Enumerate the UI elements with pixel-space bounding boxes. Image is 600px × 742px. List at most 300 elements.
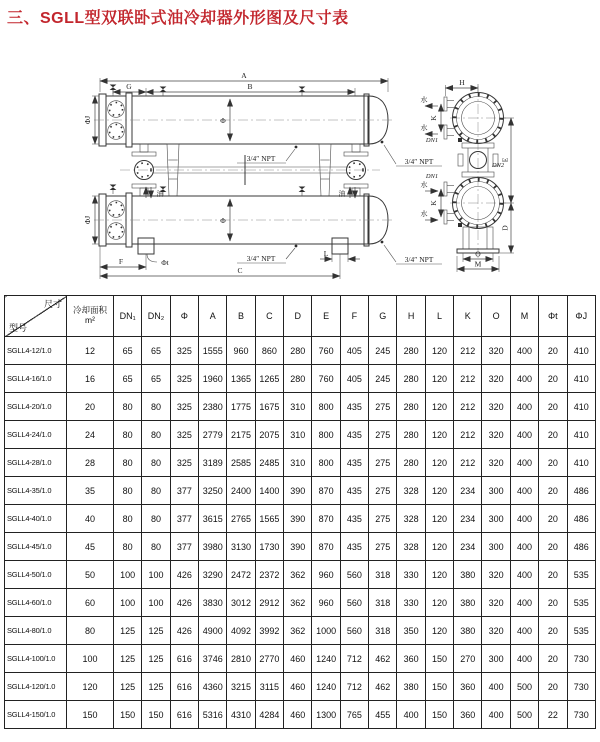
- value-cell: 150: [425, 673, 453, 701]
- value-cell: 100: [114, 561, 142, 589]
- dim-k-label: K: [429, 200, 438, 206]
- value-cell: 486: [567, 505, 596, 533]
- value-cell: 300: [482, 533, 510, 561]
- area-header-line1: 冷却面积: [72, 305, 107, 316]
- value-cell: 2485: [255, 449, 283, 477]
- value-cell: 125: [142, 617, 170, 645]
- value-cell: 486: [567, 477, 596, 505]
- value-cell: 65: [142, 365, 170, 393]
- value-cell: 320: [482, 449, 510, 477]
- value-cell: 462: [369, 645, 397, 673]
- value-cell: 310: [284, 393, 312, 421]
- value-cell: 730: [567, 673, 596, 701]
- value-cell: 360: [454, 701, 482, 729]
- value-cell: 300: [482, 645, 510, 673]
- value-cell: 5316: [199, 701, 227, 729]
- model-cell: SGLL4-40/1.0: [5, 505, 67, 533]
- outline-drawing: [0, 40, 600, 295]
- model-cell: SGLL4-60/1.0: [5, 589, 67, 617]
- value-cell: 400: [510, 449, 538, 477]
- value-cell: 435: [340, 421, 368, 449]
- column-header: ΦJ: [567, 296, 596, 337]
- value-cell: 275: [369, 533, 397, 561]
- value-cell: 1775: [227, 393, 255, 421]
- value-cell: 712: [340, 645, 368, 673]
- dim-phi-label: Φ: [220, 216, 226, 225]
- water-label: 水: [420, 124, 428, 132]
- value-cell: 1300: [312, 701, 340, 729]
- value-cell: 405: [340, 365, 368, 393]
- column-header: Φ: [170, 296, 198, 337]
- dim-phi-label: Φ: [220, 116, 226, 125]
- value-cell: 960: [312, 561, 340, 589]
- value-cell: 1960: [199, 365, 227, 393]
- npt-label: 3/4″ NPT: [404, 255, 434, 264]
- value-cell: 120: [425, 337, 453, 365]
- table-row: [5, 673, 596, 701]
- table-row: [5, 393, 596, 421]
- value-cell: 12: [67, 337, 114, 365]
- value-cell: 234: [454, 505, 482, 533]
- value-cell: 400: [510, 393, 538, 421]
- model-cell: SGLL4-20/1.0: [5, 393, 67, 421]
- value-cell: 275: [369, 393, 397, 421]
- value-cell: 2372: [255, 561, 283, 589]
- value-cell: 460: [284, 645, 312, 673]
- value-cell: 616: [170, 673, 198, 701]
- value-cell: 120: [425, 365, 453, 393]
- value-cell: 35: [67, 477, 114, 505]
- header-row: [5, 296, 596, 337]
- table-row: [5, 533, 596, 561]
- value-cell: 20: [539, 365, 567, 393]
- npt-label: 3/4″ NPT: [246, 254, 276, 263]
- value-cell: 212: [454, 337, 482, 365]
- corner-header: [5, 296, 67, 337]
- value-cell: 4360: [199, 673, 227, 701]
- column-header: Φt: [539, 296, 567, 337]
- value-cell: 1265: [255, 365, 283, 393]
- model-cell: SGLL4-120/1.0: [5, 673, 67, 701]
- value-cell: 3012: [227, 589, 255, 617]
- value-cell: 150: [67, 701, 114, 729]
- value-cell: 616: [170, 701, 198, 729]
- value-cell: 330: [397, 561, 425, 589]
- value-cell: 280: [397, 449, 425, 477]
- value-cell: 120: [425, 561, 453, 589]
- dim-f-label: F: [118, 257, 124, 266]
- value-cell: 100: [142, 561, 170, 589]
- column-header: A: [199, 296, 227, 337]
- value-cell: 455: [369, 701, 397, 729]
- model-cell: SGLL4-100/1.0: [5, 645, 67, 673]
- value-cell: 400: [482, 673, 510, 701]
- value-cell: 22: [539, 701, 567, 729]
- value-cell: 435: [340, 449, 368, 477]
- page-title: 三、SGLL型双联卧式油冷却器外形图及尺寸表: [7, 10, 349, 27]
- value-cell: 245: [369, 365, 397, 393]
- value-cell: 300: [482, 505, 510, 533]
- dim-h-label: H: [459, 78, 465, 87]
- value-cell: 410: [567, 337, 596, 365]
- value-cell: 120: [425, 533, 453, 561]
- npt-label: 3/4″ NPT: [246, 154, 276, 163]
- value-cell: 2912: [255, 589, 283, 617]
- value-cell: 80: [114, 393, 142, 421]
- value-cell: 1240: [312, 673, 340, 701]
- column-header: DN₂: [142, 296, 170, 337]
- value-cell: 320: [482, 561, 510, 589]
- dimension-table-wrap: [4, 295, 596, 729]
- value-cell: 360: [454, 673, 482, 701]
- value-cell: 325: [170, 337, 198, 365]
- value-cell: 150: [114, 701, 142, 729]
- value-cell: 20: [539, 421, 567, 449]
- table-row: [5, 477, 596, 505]
- value-cell: 460: [284, 673, 312, 701]
- dim-e-label: E: [500, 157, 510, 163]
- value-cell: 80: [114, 421, 142, 449]
- value-cell: 3115: [255, 673, 283, 701]
- value-cell: 400: [510, 589, 538, 617]
- column-header: L: [425, 296, 453, 337]
- value-cell: 275: [369, 449, 397, 477]
- value-cell: 435: [340, 505, 368, 533]
- value-cell: 2075: [255, 421, 283, 449]
- value-cell: 125: [114, 645, 142, 673]
- value-cell: 325: [170, 421, 198, 449]
- end-view: [421, 78, 515, 272]
- value-cell: 560: [340, 561, 368, 589]
- value-cell: 65: [114, 365, 142, 393]
- column-header: DN₁: [114, 296, 142, 337]
- value-cell: 320: [482, 589, 510, 617]
- value-cell: 435: [340, 533, 368, 561]
- value-cell: 100: [142, 589, 170, 617]
- value-cell: 280: [284, 365, 312, 393]
- value-cell: 3189: [199, 449, 227, 477]
- value-cell: 280: [397, 393, 425, 421]
- value-cell: 405: [340, 337, 368, 365]
- value-cell: 150: [425, 701, 453, 729]
- value-cell: 80: [142, 477, 170, 505]
- value-cell: 3250: [199, 477, 227, 505]
- value-cell: 460: [284, 701, 312, 729]
- table-row: [5, 365, 596, 393]
- value-cell: 760: [312, 337, 340, 365]
- value-cell: 760: [312, 365, 340, 393]
- value-cell: 1555: [199, 337, 227, 365]
- dim-phi-t-label: Φt: [161, 258, 169, 267]
- value-cell: 400: [510, 337, 538, 365]
- value-cell: 150: [142, 701, 170, 729]
- value-cell: 16: [67, 365, 114, 393]
- value-cell: 960: [312, 589, 340, 617]
- value-cell: 310: [284, 421, 312, 449]
- column-header: E: [312, 296, 340, 337]
- table-row: [5, 337, 596, 365]
- value-cell: 426: [170, 617, 198, 645]
- value-cell: 435: [340, 393, 368, 421]
- model-cell: SGLL4-16/1.0: [5, 365, 67, 393]
- value-cell: 234: [454, 477, 482, 505]
- value-cell: 212: [454, 365, 482, 393]
- corner-model-label: 型号: [9, 322, 28, 333]
- value-cell: 390: [284, 477, 312, 505]
- water-label: 水: [420, 181, 428, 189]
- value-cell: 270: [454, 645, 482, 673]
- value-cell: 400: [510, 505, 538, 533]
- water-label: 水: [420, 96, 428, 104]
- value-cell: 3830: [199, 589, 227, 617]
- value-cell: 80: [67, 617, 114, 645]
- value-cell: 1365: [227, 365, 255, 393]
- value-cell: 275: [369, 421, 397, 449]
- value-cell: 310: [284, 449, 312, 477]
- value-cell: 212: [454, 393, 482, 421]
- value-cell: 2380: [199, 393, 227, 421]
- model-cell: SGLL4-50/1.0: [5, 561, 67, 589]
- value-cell: 320: [482, 393, 510, 421]
- value-cell: 80: [142, 533, 170, 561]
- dim-b-label: B: [247, 82, 253, 91]
- value-cell: 28: [67, 449, 114, 477]
- dim-o-label: O: [475, 249, 481, 259]
- dn2-label: DN2: [491, 162, 505, 169]
- value-cell: 65: [142, 337, 170, 365]
- value-cell: 860: [255, 337, 283, 365]
- dim-c-label: C: [237, 266, 243, 275]
- value-cell: 320: [482, 337, 510, 365]
- model-cell: SGLL4-24/1.0: [5, 421, 67, 449]
- column-header: K: [454, 296, 482, 337]
- value-cell: 2400: [227, 477, 255, 505]
- value-cell: 20: [539, 617, 567, 645]
- value-cell: 960: [227, 337, 255, 365]
- value-cell: 65: [114, 337, 142, 365]
- value-cell: 325: [170, 449, 198, 477]
- value-cell: 20: [539, 505, 567, 533]
- value-cell: 80: [142, 449, 170, 477]
- value-cell: 280: [397, 365, 425, 393]
- value-cell: 20: [539, 589, 567, 617]
- value-cell: 20: [539, 673, 567, 701]
- value-cell: 4310: [227, 701, 255, 729]
- column-header: O: [482, 296, 510, 337]
- value-cell: 120: [425, 617, 453, 645]
- value-cell: 125: [114, 617, 142, 645]
- value-cell: 400: [510, 477, 538, 505]
- value-cell: 120: [67, 673, 114, 701]
- value-cell: 390: [284, 533, 312, 561]
- value-cell: 3980: [199, 533, 227, 561]
- value-cell: 2585: [227, 449, 255, 477]
- value-cell: 328: [397, 533, 425, 561]
- dim-d-label: D: [500, 225, 510, 231]
- value-cell: 212: [454, 449, 482, 477]
- value-cell: 535: [567, 561, 596, 589]
- value-cell: 120: [425, 505, 453, 533]
- value-cell: 535: [567, 617, 596, 645]
- value-cell: 400: [510, 533, 538, 561]
- column-header: H: [397, 296, 425, 337]
- value-cell: 500: [510, 673, 538, 701]
- value-cell: 45: [67, 533, 114, 561]
- value-cell: 1000: [312, 617, 340, 645]
- value-cell: 320: [482, 365, 510, 393]
- dim-phi-j-label: ΦJ: [83, 215, 92, 225]
- value-cell: 325: [170, 393, 198, 421]
- dim-k-label: K: [429, 115, 438, 121]
- value-cell: 410: [567, 365, 596, 393]
- value-cell: 125: [114, 673, 142, 701]
- value-cell: 380: [454, 589, 482, 617]
- value-cell: 4900: [199, 617, 227, 645]
- value-cell: 20: [539, 645, 567, 673]
- model-cell: SGLL4-12/1.0: [5, 337, 67, 365]
- value-cell: 280: [397, 421, 425, 449]
- value-cell: 362: [284, 617, 312, 645]
- value-cell: 350: [397, 617, 425, 645]
- model-cell: SGLL4-45/1.0: [5, 533, 67, 561]
- value-cell: 377: [170, 477, 198, 505]
- value-cell: 20: [539, 561, 567, 589]
- dn1-label: DN1: [425, 137, 439, 144]
- table-row: [5, 701, 596, 729]
- value-cell: 300: [482, 477, 510, 505]
- value-cell: 1675: [255, 393, 283, 421]
- value-cell: 280: [284, 337, 312, 365]
- value-cell: 730: [567, 701, 596, 729]
- value-cell: 800: [312, 393, 340, 421]
- value-cell: 362: [284, 589, 312, 617]
- value-cell: 318: [369, 561, 397, 589]
- value-cell: 712: [340, 673, 368, 701]
- value-cell: 377: [170, 533, 198, 561]
- value-cell: 560: [340, 589, 368, 617]
- value-cell: 120: [425, 477, 453, 505]
- table-row: [5, 617, 596, 645]
- value-cell: 20: [539, 533, 567, 561]
- oil-label: 油: [338, 190, 346, 198]
- value-cell: 120: [425, 449, 453, 477]
- value-cell: 275: [369, 477, 397, 505]
- value-cell: 560: [340, 617, 368, 645]
- table-row: [5, 449, 596, 477]
- dim-l-label: L: [323, 249, 329, 258]
- value-cell: 400: [510, 617, 538, 645]
- value-cell: 870: [312, 477, 340, 505]
- value-cell: 150: [425, 645, 453, 673]
- value-cell: 1400: [255, 477, 283, 505]
- value-cell: 80: [114, 477, 142, 505]
- value-cell: 80: [142, 421, 170, 449]
- value-cell: 2779: [199, 421, 227, 449]
- value-cell: 4092: [227, 617, 255, 645]
- value-cell: 318: [369, 589, 397, 617]
- value-cell: 3992: [255, 617, 283, 645]
- value-cell: 3746: [199, 645, 227, 673]
- corner-size-label: 尺寸: [43, 299, 62, 309]
- value-cell: 20: [539, 477, 567, 505]
- value-cell: 377: [170, 505, 198, 533]
- value-cell: 390: [284, 505, 312, 533]
- value-cell: 400: [482, 701, 510, 729]
- dim-a-label: A: [241, 71, 247, 80]
- connecting-piping: [120, 144, 380, 196]
- value-cell: 360: [397, 645, 425, 673]
- model-cell: SGLL4-35/1.0: [5, 477, 67, 505]
- value-cell: 80: [142, 393, 170, 421]
- value-cell: 24: [67, 421, 114, 449]
- value-cell: 400: [510, 561, 538, 589]
- value-cell: 3290: [199, 561, 227, 589]
- value-cell: 80: [142, 505, 170, 533]
- value-cell: 410: [567, 449, 596, 477]
- front-view: [83, 185, 442, 280]
- value-cell: 100: [67, 645, 114, 673]
- value-cell: 1240: [312, 645, 340, 673]
- dim-phi-j-label: ΦJ: [83, 115, 92, 125]
- value-cell: 125: [142, 673, 170, 701]
- column-header: B: [227, 296, 255, 337]
- value-cell: 800: [312, 449, 340, 477]
- value-cell: 275: [369, 505, 397, 533]
- model-cell: SGLL4-28/1.0: [5, 449, 67, 477]
- column-header: C: [255, 296, 283, 337]
- oil-label: 油: [156, 190, 164, 198]
- table-row: [5, 561, 596, 589]
- value-cell: 60: [67, 589, 114, 617]
- dim-g-label: G: [126, 82, 132, 91]
- value-cell: 1565: [255, 505, 283, 533]
- foot-right: [332, 238, 348, 254]
- dim-m-label: M: [474, 259, 482, 269]
- dimension-table: [4, 295, 596, 729]
- value-cell: 400: [510, 645, 538, 673]
- area-header-line2: m²: [85, 315, 95, 325]
- value-cell: 20: [539, 393, 567, 421]
- value-cell: 320: [482, 617, 510, 645]
- column-header: M: [510, 296, 538, 337]
- value-cell: 380: [397, 673, 425, 701]
- value-cell: 100: [114, 589, 142, 617]
- value-cell: 410: [567, 393, 596, 421]
- value-cell: 80: [114, 505, 142, 533]
- value-cell: 2770: [255, 645, 283, 673]
- dn1-label: DN1: [425, 173, 439, 180]
- value-cell: 1730: [255, 533, 283, 561]
- value-cell: 50: [67, 561, 114, 589]
- value-cell: 328: [397, 477, 425, 505]
- value-cell: 2810: [227, 645, 255, 673]
- value-cell: 20: [67, 393, 114, 421]
- value-cell: 80: [114, 449, 142, 477]
- value-cell: 765: [340, 701, 368, 729]
- table-row: [5, 645, 596, 673]
- value-cell: 400: [510, 365, 538, 393]
- value-cell: 4284: [255, 701, 283, 729]
- value-cell: 435: [340, 477, 368, 505]
- value-cell: 380: [454, 617, 482, 645]
- value-cell: 318: [369, 617, 397, 645]
- column-header: F: [340, 296, 368, 337]
- value-cell: 234: [454, 533, 482, 561]
- value-cell: 486: [567, 533, 596, 561]
- value-cell: 400: [397, 701, 425, 729]
- value-cell: 2472: [227, 561, 255, 589]
- value-cell: 3215: [227, 673, 255, 701]
